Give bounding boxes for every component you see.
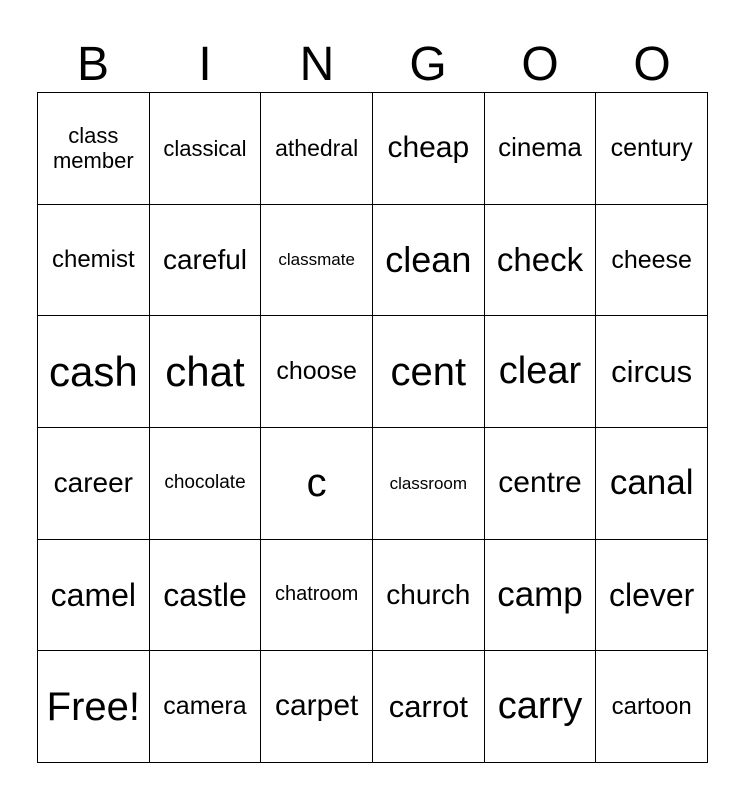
cell-word: check: [496, 241, 584, 279]
bingo-cell[interactable]: [373, 540, 485, 652]
cell-word: clean: [385, 239, 472, 281]
bingo-cell[interactable]: [485, 205, 597, 317]
cell-word: classmate: [278, 250, 355, 270]
cell-word: camera: [163, 692, 247, 721]
header-letter-i: I: [198, 38, 212, 91]
bingo-cell[interactable]: [596, 93, 708, 205]
bingo-cell[interactable]: [373, 428, 485, 540]
bingo-cell[interactable]: [150, 93, 262, 205]
bingo-cell[interactable]: [150, 428, 262, 540]
bingo-cell[interactable]: [373, 205, 485, 317]
bingo-cell[interactable]: [38, 428, 150, 540]
bingo-cell[interactable]: [261, 540, 373, 652]
cell-word: clever: [608, 576, 695, 613]
cell-word: classical: [163, 135, 247, 161]
bingo-cell[interactable]: [261, 316, 373, 428]
cell-word: choose: [276, 357, 357, 386]
cell-word: chat: [165, 347, 245, 395]
bingo-cell[interactable]: [485, 651, 597, 763]
bingo-cell[interactable]: [38, 540, 150, 652]
bingo-cell[interactable]: [596, 540, 708, 652]
cell-word: cash: [48, 347, 138, 395]
cell-word: church: [386, 578, 471, 610]
bingo-cell[interactable]: [373, 316, 485, 428]
bingo-cell[interactable]: [485, 316, 597, 428]
header-letter-o: O: [521, 38, 559, 91]
bingo-cell[interactable]: [38, 93, 150, 205]
cell-word: chatroom: [274, 583, 359, 606]
cell-word: chocolate: [164, 472, 246, 494]
cell-word: carpet: [274, 689, 359, 723]
cell-word: c: [306, 461, 327, 506]
cell-word: canal: [609, 463, 694, 503]
cell-word: careful: [162, 243, 248, 275]
cell-word: cinema: [498, 132, 582, 163]
cell-word: camp: [497, 574, 583, 614]
cell-word: athedral: [275, 135, 359, 162]
bingo-cell[interactable]: [261, 428, 373, 540]
bingo-header: [37, 38, 708, 92]
cell-word: cartoon: [611, 692, 692, 720]
bingo-cell[interactable]: [150, 316, 262, 428]
cell-word: camel: [50, 576, 136, 613]
bingo-cell[interactable]: [596, 428, 708, 540]
header-letter-o-2: O: [633, 38, 671, 91]
bingo-cell[interactable]: [261, 205, 373, 317]
bingo-cell[interactable]: [38, 316, 150, 428]
bingo-grid: [37, 92, 708, 763]
bingo-cell[interactable]: [373, 651, 485, 763]
cell-word: carrot: [388, 688, 468, 724]
bingo-cell[interactable]: [596, 316, 708, 428]
header-letter-g: G: [409, 38, 447, 91]
bingo-cell[interactable]: [596, 651, 708, 763]
cell-word: castle: [163, 576, 247, 613]
free-cell[interactable]: [38, 651, 150, 763]
bingo-cell[interactable]: [150, 205, 262, 317]
cell-word: classroom: [389, 473, 468, 493]
cell-word: circus: [611, 353, 693, 389]
cell-word: cheese: [611, 245, 692, 274]
cell-word: career: [53, 467, 134, 499]
bingo-cell[interactable]: [485, 93, 597, 205]
bingo-cell[interactable]: [485, 428, 597, 540]
cell-word: century: [610, 133, 693, 162]
bingo-cell[interactable]: [485, 540, 597, 652]
cell-word: chemist: [51, 246, 135, 274]
bingo-cell[interactable]: [38, 205, 150, 317]
cell-word: clear: [498, 349, 582, 392]
cell-word: carry: [497, 684, 583, 727]
cell-word: cent: [390, 349, 467, 394]
bingo-cell[interactable]: [150, 651, 262, 763]
header-letter-b: B: [76, 38, 109, 91]
cell-word: class member: [52, 123, 134, 174]
bingo-cell[interactable]: [373, 93, 485, 205]
cell-word: cheap: [387, 131, 470, 165]
bingo-cell[interactable]: [261, 651, 373, 763]
free-label: Free!: [46, 684, 140, 729]
bingo-cell[interactable]: [150, 540, 262, 652]
cell-word: centre: [498, 466, 582, 500]
bingo-cell[interactable]: [596, 205, 708, 317]
bingo-cell[interactable]: [261, 93, 373, 205]
header-letter-n: N: [299, 38, 335, 91]
